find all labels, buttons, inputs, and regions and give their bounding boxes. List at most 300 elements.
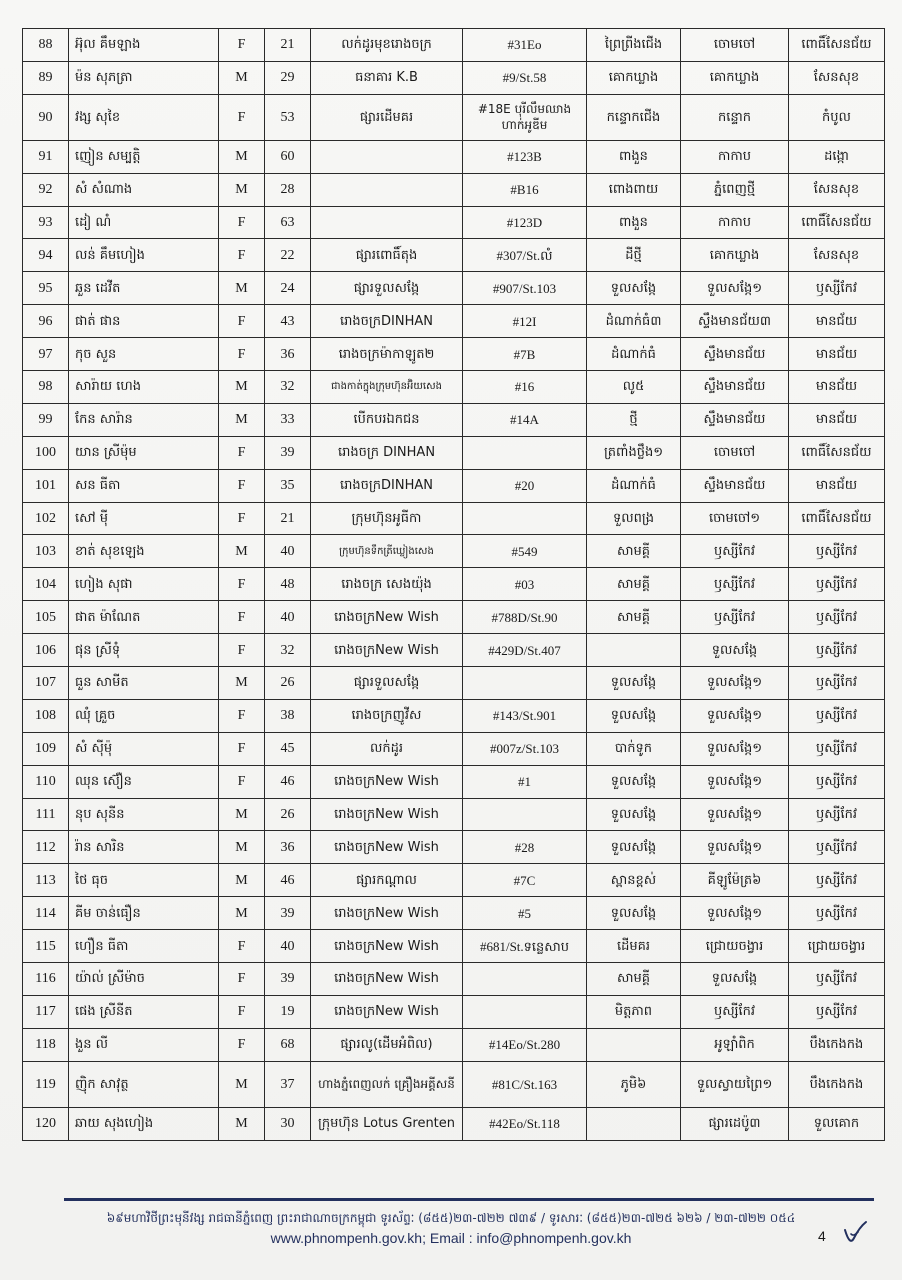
- cell-village: ស្ពានខ្ពស់: [587, 864, 681, 897]
- cell-district: ឫស្សីកែវ: [789, 864, 885, 897]
- table-row: [23, 699, 885, 732]
- records-table: [22, 28, 885, 1141]
- table-row: [23, 1061, 885, 1107]
- table-row: [23, 469, 885, 502]
- table-row: [23, 272, 885, 305]
- cell-district: សែនសុខ: [789, 239, 885, 272]
- table-row: [23, 61, 885, 94]
- cell-row-number: 106: [23, 634, 69, 667]
- footer-rule: [64, 1198, 874, 1201]
- cell-workplace: រោងចក្រDINHAN: [311, 469, 463, 502]
- cell-village: [587, 1107, 681, 1140]
- cell-age: 22: [265, 239, 311, 272]
- cell-full-name: កុច សួន: [69, 338, 219, 371]
- cell-sex: M: [219, 173, 265, 206]
- cell-village: សាមគ្គី: [587, 963, 681, 996]
- cell-village: [587, 634, 681, 667]
- cell-workplace: រោងចក្រNew Wish: [311, 765, 463, 798]
- cell-row-number: 103: [23, 535, 69, 568]
- cell-age: 36: [265, 831, 311, 864]
- cell-workplace: រោងចក្រ សេងយ៉ុង: [311, 568, 463, 601]
- cell-district: ឫស្សីកែវ: [789, 699, 885, 732]
- table-row: [23, 732, 885, 765]
- cell-full-name: យាន ស្រីម៉ុម: [69, 436, 219, 469]
- cell-house-address: [463, 963, 587, 996]
- cell-sex: M: [219, 140, 265, 173]
- cell-sex: M: [219, 897, 265, 930]
- cell-house-address: #123B: [463, 140, 587, 173]
- cell-workplace: ហាងភ្នំពេញលក់ គ្រឿងអគ្គីសនី: [311, 1061, 463, 1107]
- cell-age: 35: [265, 469, 311, 502]
- cell-district: ឫស្សីកែវ: [789, 272, 885, 305]
- cell-age: 30: [265, 1107, 311, 1140]
- cell-house-address: #12I: [463, 305, 587, 338]
- cell-workplace: ក្រុមហ៊ុនទឹកត្រីឃ្លៀងសេង: [311, 535, 463, 568]
- cell-village: ដើមគរ: [587, 930, 681, 963]
- cell-sex: F: [219, 732, 265, 765]
- cell-district: ឫស្សីកែវ: [789, 601, 885, 634]
- cell-row-number: 96: [23, 305, 69, 338]
- cell-district: ឫស្សីកែវ: [789, 634, 885, 667]
- cell-age: 46: [265, 864, 311, 897]
- cell-row-number: 94: [23, 239, 69, 272]
- cell-district: ឫស្សីកែវ: [789, 995, 885, 1028]
- cell-full-name: ញ៉ិក សាវុត្ថ: [69, 1061, 219, 1107]
- cell-full-name: សំ សំណាង: [69, 173, 219, 206]
- cell-full-name: កែន សារ៉ាន: [69, 403, 219, 436]
- cell-row-number: 93: [23, 206, 69, 239]
- cell-full-name: ផេង ស្រីនីត: [69, 995, 219, 1028]
- cell-full-name: ឈុំ គ្រួច: [69, 699, 219, 732]
- cell-sex: F: [219, 699, 265, 732]
- cell-full-name: ហៀង សុផា: [69, 568, 219, 601]
- cell-sex: M: [219, 535, 265, 568]
- cell-age: 40: [265, 601, 311, 634]
- cell-age: 48: [265, 568, 311, 601]
- cell-village: ដំណាក់ធំ៣: [587, 305, 681, 338]
- cell-village: កន្ទោកជើង: [587, 94, 681, 140]
- cell-commune: កាកាប: [681, 206, 789, 239]
- cell-sex: F: [219, 29, 265, 62]
- cell-house-address: #788D/St.90: [463, 601, 587, 634]
- cell-full-name: គីម ចាន់ធឿន: [69, 897, 219, 930]
- cell-row-number: 105: [23, 601, 69, 634]
- cell-district: ឫស្សីកែវ: [789, 963, 885, 996]
- cell-commune: ឫស្សីកែវ: [681, 568, 789, 601]
- cell-workplace: ផ្សារពោធិ៍តុង: [311, 239, 463, 272]
- letterhead-footer: [0, 1192, 902, 1272]
- cell-house-address: #18E បុរីលឹមឈាង ហាក់អូឌីម: [463, 94, 587, 140]
- cell-full-name: អ៊ុល គឹមឡាង: [69, 29, 219, 62]
- cell-row-number: 118: [23, 1028, 69, 1061]
- cell-full-name: លន់ គឹមហៀង: [69, 239, 219, 272]
- table-row: [23, 94, 885, 140]
- cell-full-name: ឆួន ដេវីត: [69, 272, 219, 305]
- cell-row-number: 107: [23, 667, 69, 700]
- cell-row-number: 101: [23, 469, 69, 502]
- cell-house-address: [463, 798, 587, 831]
- cell-commune: ស្ទឹងមានជ័យ៣: [681, 305, 789, 338]
- cell-age: 38: [265, 699, 311, 732]
- cell-workplace: [311, 206, 463, 239]
- cell-house-address: #9/St.58: [463, 61, 587, 94]
- table-row: [23, 403, 885, 436]
- table-row: [23, 338, 885, 371]
- cell-commune: ស្ទឹងមានជ័យ: [681, 403, 789, 436]
- cell-commune: ទួលសង្កែ១: [681, 765, 789, 798]
- cell-workplace: ក្រុមហ៊ុន Lotus Grenten: [311, 1107, 463, 1140]
- cell-full-name: រ៉ាន សារិន: [69, 831, 219, 864]
- cell-age: 32: [265, 634, 311, 667]
- cell-district: មានជ័យ: [789, 371, 885, 404]
- cell-sex: F: [219, 568, 265, 601]
- table-row: [23, 930, 885, 963]
- cell-full-name: ដៀ ណំ: [69, 206, 219, 239]
- cell-village: ពោងពាយ: [587, 173, 681, 206]
- cell-row-number: 117: [23, 995, 69, 1028]
- cell-village: សាមគ្គី: [587, 568, 681, 601]
- table-row: [23, 239, 885, 272]
- cell-sex: M: [219, 864, 265, 897]
- cell-full-name: សារ៉ាយ ហេង: [69, 371, 219, 404]
- cell-sex: F: [219, 206, 265, 239]
- cell-sex: F: [219, 436, 265, 469]
- cell-row-number: 110: [23, 765, 69, 798]
- cell-district: ឫស្សីកែវ: [789, 732, 885, 765]
- cell-full-name: ខាត់ សុខឡេង: [69, 535, 219, 568]
- cell-district: ឫស្សីកែវ: [789, 798, 885, 831]
- cell-house-address: #42Eo/St.118: [463, 1107, 587, 1140]
- cell-workplace: ផ្សារទួលសង្កែ: [311, 272, 463, 305]
- cell-workplace: រោងចក្រNew Wish: [311, 897, 463, 930]
- cell-house-address: #7B: [463, 338, 587, 371]
- cell-house-address: #549: [463, 535, 587, 568]
- cell-age: 19: [265, 995, 311, 1028]
- cell-row-number: 92: [23, 173, 69, 206]
- cell-commune: ទួលសង្កែ១: [681, 667, 789, 700]
- cell-age: 45: [265, 732, 311, 765]
- cell-house-address: #429D/St.407: [463, 634, 587, 667]
- cell-age: 36: [265, 338, 311, 371]
- cell-age: 63: [265, 206, 311, 239]
- cell-full-name: សំ ស៊ីម៉ុ: [69, 732, 219, 765]
- cell-district: មានជ័យ: [789, 305, 885, 338]
- cell-row-number: 114: [23, 897, 69, 930]
- cell-commune: ទួលសង្កែ១: [681, 831, 789, 864]
- cell-district: ពោធិ៍សែនជ័យ: [789, 206, 885, 239]
- cell-age: 53: [265, 94, 311, 140]
- cell-full-name: ធួន សាមីត: [69, 667, 219, 700]
- cell-sex: F: [219, 469, 265, 502]
- cell-age: 43: [265, 305, 311, 338]
- cell-house-address: #123D: [463, 206, 587, 239]
- cell-age: 26: [265, 798, 311, 831]
- cell-age: 37: [265, 1061, 311, 1107]
- table-row: [23, 831, 885, 864]
- cell-sex: F: [219, 601, 265, 634]
- cell-house-address: #907/St.103: [463, 272, 587, 305]
- cell-workplace: រោងចក្រNew Wish: [311, 995, 463, 1028]
- cell-full-name: នុប សុនីន: [69, 798, 219, 831]
- table-row: [23, 995, 885, 1028]
- cell-village: ភូមិ៦: [587, 1061, 681, 1107]
- cell-house-address: #007z/St.103: [463, 732, 587, 765]
- cell-commune: ចោមចៅ: [681, 436, 789, 469]
- table-row: [23, 173, 885, 206]
- cell-commune: គោកឃ្លាង: [681, 61, 789, 94]
- cell-age: 39: [265, 436, 311, 469]
- cell-sex: F: [219, 239, 265, 272]
- cell-house-address: #681/St.ទន្លេសាប: [463, 930, 587, 963]
- cell-village: ថ្មី: [587, 403, 681, 436]
- cell-row-number: 120: [23, 1107, 69, 1140]
- table-row: [23, 798, 885, 831]
- cell-district: ពោធិ៍សែនជ័យ: [789, 436, 885, 469]
- cell-commune: ទួលសង្កែ: [681, 963, 789, 996]
- cell-workplace: រោងចក្រNew Wish: [311, 601, 463, 634]
- cell-sex: F: [219, 94, 265, 140]
- cell-workplace: ផ្សារដើមគរ: [311, 94, 463, 140]
- cell-workplace: លក់ដូរ: [311, 732, 463, 765]
- cell-workplace: រោងចក្រNew Wish: [311, 831, 463, 864]
- cell-district: ឫស្សីកែវ: [789, 765, 885, 798]
- cell-village: ព្រៃព្រីងជើង: [587, 29, 681, 62]
- table-row: [23, 963, 885, 996]
- cell-district: មានជ័យ: [789, 338, 885, 371]
- cell-sex: F: [219, 930, 265, 963]
- cell-house-address: #7C: [463, 864, 587, 897]
- cell-sex: M: [219, 61, 265, 94]
- cell-house-address: #5: [463, 897, 587, 930]
- cell-commune: ផ្សារដេប៉ូ៣: [681, 1107, 789, 1140]
- cell-commune: ភ្នំពេញថ្មី: [681, 173, 789, 206]
- cell-district: ជ្រោយចង្វារ: [789, 930, 885, 963]
- cell-row-number: 111: [23, 798, 69, 831]
- footer-contact-line: ៦៩មហាវិថីព្រះមុនីវង្ស រាជធានីភ្នំពេញ ព្រះរាជាណាចក្រកម្ពុជា ទូរស័ព្ទៈ (៨៥៥)២៣-៧២២ ៧៣៩ / ទូរសារៈ (៨៥៥)២៣-៧២៥ ៦២៦ / ២៣-៧២២ ០៥៤: [106, 1211, 796, 1225]
- cell-house-address: #81C/St.163: [463, 1061, 587, 1107]
- cell-district: ឫស្សីកែវ: [789, 897, 885, 930]
- cell-workplace: [311, 140, 463, 173]
- cell-village: [587, 1028, 681, 1061]
- cell-sex: M: [219, 667, 265, 700]
- cell-full-name: ផាត ម៉ាណែត: [69, 601, 219, 634]
- cell-full-name: សន ធីតា: [69, 469, 219, 502]
- cell-full-name: ឆាយ សុងហៀង: [69, 1107, 219, 1140]
- cell-workplace: ផ្សារលូ(ដើមអំពិល): [311, 1028, 463, 1061]
- cell-commune: គោកឃ្លាង: [681, 239, 789, 272]
- cell-workplace: រោងចក្រNew Wish: [311, 963, 463, 996]
- cell-village: ទួលសង្កែ: [587, 667, 681, 700]
- cell-district: សែនសុខ: [789, 61, 885, 94]
- cell-district: ឫស្សីកែវ: [789, 568, 885, 601]
- page-number: 4: [818, 1228, 826, 1244]
- cell-house-address: [463, 667, 587, 700]
- cell-row-number: 99: [23, 403, 69, 436]
- cell-full-name: ញៀន សម្បត្តិ: [69, 140, 219, 173]
- cell-row-number: 112: [23, 831, 69, 864]
- cell-district: ពោធិ៍សែនជ័យ: [789, 29, 885, 62]
- cell-district: ឫស្សីកែវ: [789, 667, 885, 700]
- cell-house-address: [463, 995, 587, 1028]
- cell-row-number: 116: [23, 963, 69, 996]
- cell-row-number: 119: [23, 1061, 69, 1107]
- cell-commune: ស្ទឹងមានជ័យ: [681, 371, 789, 404]
- cell-age: 21: [265, 29, 311, 62]
- cell-full-name: ងួន លី: [69, 1028, 219, 1061]
- table-row: [23, 897, 885, 930]
- table-row: [23, 634, 885, 667]
- cell-commune: ទួលស្វាយព្រៃ១: [681, 1061, 789, 1107]
- cell-commune: ស្ទឹងមានជ័យ: [681, 338, 789, 371]
- cell-sex: F: [219, 765, 265, 798]
- cell-commune: អូឡាំពិក: [681, 1028, 789, 1061]
- initials-check-mark: [842, 1220, 868, 1246]
- cell-village: ទួលសង្កែ: [587, 831, 681, 864]
- cell-sex: M: [219, 798, 265, 831]
- cell-row-number: 113: [23, 864, 69, 897]
- cell-workplace: ផ្សារកណ្ដាល: [311, 864, 463, 897]
- cell-house-address: #307/St.លំ: [463, 239, 587, 272]
- cell-house-address: #31Eo: [463, 29, 587, 62]
- table-row: [23, 765, 885, 798]
- cell-commune: ចោមចៅ: [681, 29, 789, 62]
- cell-sex: M: [219, 831, 265, 864]
- table-row: [23, 1107, 885, 1140]
- cell-sex: F: [219, 963, 265, 996]
- table-row: [23, 29, 885, 62]
- cell-house-address: #20: [463, 469, 587, 502]
- cell-row-number: 108: [23, 699, 69, 732]
- cell-workplace: រោងចក្រNew Wish: [311, 930, 463, 963]
- cell-house-address: #B16: [463, 173, 587, 206]
- cell-commune: ទួលសង្កែ១: [681, 798, 789, 831]
- footer-web-line: www.phnompenh.gov.kh; Email : info@phnompenh.gov.kh: [270, 1230, 632, 1246]
- cell-row-number: 115: [23, 930, 69, 963]
- table-row: [23, 667, 885, 700]
- cell-house-address: #1: [463, 765, 587, 798]
- cell-age: 28: [265, 173, 311, 206]
- cell-workplace: រោងចក្រញូវីស: [311, 699, 463, 732]
- cell-row-number: 91: [23, 140, 69, 173]
- cell-district: ពោធិ៍សែនជ័យ: [789, 502, 885, 535]
- cell-house-address: #14Eo/St.280: [463, 1028, 587, 1061]
- table-row: [23, 502, 885, 535]
- cell-sex: M: [219, 403, 265, 436]
- cell-full-name: សៅ ម៉ី: [69, 502, 219, 535]
- cell-full-name: យ៉ាល់ ស្រីម៉ាច: [69, 963, 219, 996]
- table-row: [23, 140, 885, 173]
- cell-district: ដង្កោ: [789, 140, 885, 173]
- cell-age: 39: [265, 963, 311, 996]
- cell-commune: ទួលសង្កែ១: [681, 272, 789, 305]
- cell-full-name: ផុន ស្រីទុំ: [69, 634, 219, 667]
- cell-full-name: វង្ស សុខៃ: [69, 94, 219, 140]
- cell-village: ត្រពាំងថ្លឹង១: [587, 436, 681, 469]
- cell-age: 46: [265, 765, 311, 798]
- cell-workplace: ផ្សារទួលសង្កែ: [311, 667, 463, 700]
- cell-age: 68: [265, 1028, 311, 1061]
- cell-age: 39: [265, 897, 311, 930]
- table-row: [23, 305, 885, 338]
- cell-house-address: #16: [463, 371, 587, 404]
- table-row: [23, 371, 885, 404]
- cell-commune: ទួលសង្កែ១: [681, 732, 789, 765]
- cell-full-name: ឈុន ស៊ឿន: [69, 765, 219, 798]
- cell-age: 29: [265, 61, 311, 94]
- cell-district: ទួលគោក: [789, 1107, 885, 1140]
- cell-commune: ទួលសង្កែ១: [681, 897, 789, 930]
- cell-row-number: 89: [23, 61, 69, 94]
- cell-sex: F: [219, 338, 265, 371]
- table-row: [23, 601, 885, 634]
- cell-house-address: #03: [463, 568, 587, 601]
- cell-workplace: លក់ដូរមុខរោងចក្រ: [311, 29, 463, 62]
- cell-village: ដំណាក់ធំ: [587, 338, 681, 371]
- cell-commune: ឫស្សីកែវ: [681, 601, 789, 634]
- cell-village: ទួលសង្កែ: [587, 897, 681, 930]
- cell-commune: ស្ទឹងមានជ័យ: [681, 469, 789, 502]
- cell-district: ឫស្សីកែវ: [789, 535, 885, 568]
- cell-age: 26: [265, 667, 311, 700]
- cell-village: ដីថ្មី: [587, 239, 681, 272]
- cell-village: ពាងួន: [587, 140, 681, 173]
- cell-age: 40: [265, 930, 311, 963]
- cell-full-name: ម៉ន សុភត្រា: [69, 61, 219, 94]
- cell-workplace: បើកបរឯកជន: [311, 403, 463, 436]
- cell-district: សែនសុខ: [789, 173, 885, 206]
- cell-row-number: 102: [23, 502, 69, 535]
- cell-workplace: ជាងកាត់ក្នុងក្រុមហ៊ុនអ៊ិយសេង: [311, 371, 463, 404]
- cell-commune: ចោមចៅ១: [681, 502, 789, 535]
- cell-village: ទួលសង្កែ: [587, 765, 681, 798]
- cell-age: 32: [265, 371, 311, 404]
- cell-sex: F: [219, 634, 265, 667]
- cell-age: 21: [265, 502, 311, 535]
- cell-district: កំបូល: [789, 94, 885, 140]
- cell-sex: M: [219, 371, 265, 404]
- cell-commune: ឫស្សីកែវ: [681, 995, 789, 1028]
- cell-district: មានជ័យ: [789, 403, 885, 436]
- cell-village: ទួលសង្កែ: [587, 699, 681, 732]
- cell-age: 24: [265, 272, 311, 305]
- cell-row-number: 95: [23, 272, 69, 305]
- cell-age: 40: [265, 535, 311, 568]
- cell-sex: F: [219, 305, 265, 338]
- cell-full-name: ផាត់ ផាន: [69, 305, 219, 338]
- cell-row-number: 97: [23, 338, 69, 371]
- cell-workplace: ធនាគារ K.B: [311, 61, 463, 94]
- cell-village: សាមគ្គី: [587, 601, 681, 634]
- table-row: [23, 436, 885, 469]
- cell-row-number: 90: [23, 94, 69, 140]
- table-row: [23, 1028, 885, 1061]
- cell-row-number: 88: [23, 29, 69, 62]
- cell-sex: M: [219, 1061, 265, 1107]
- table-row: [23, 864, 885, 897]
- cell-age: 60: [265, 140, 311, 173]
- cell-workplace: រោងចក្រNew Wish: [311, 798, 463, 831]
- cell-district: បឹងកេងកង: [789, 1028, 885, 1061]
- cell-workplace: រោងចក្រNew Wish: [311, 634, 463, 667]
- cell-commune: គីឡូម៉ែត្រ៦: [681, 864, 789, 897]
- table-row: [23, 535, 885, 568]
- cell-village: បាក់ទូក: [587, 732, 681, 765]
- cell-full-name: ហឿន ធីតា: [69, 930, 219, 963]
- cell-village: ទួលសង្កែ: [587, 798, 681, 831]
- cell-row-number: 104: [23, 568, 69, 601]
- cell-commune: ឫស្សីកែវ: [681, 535, 789, 568]
- cell-village: ដំណាក់ធំ: [587, 469, 681, 502]
